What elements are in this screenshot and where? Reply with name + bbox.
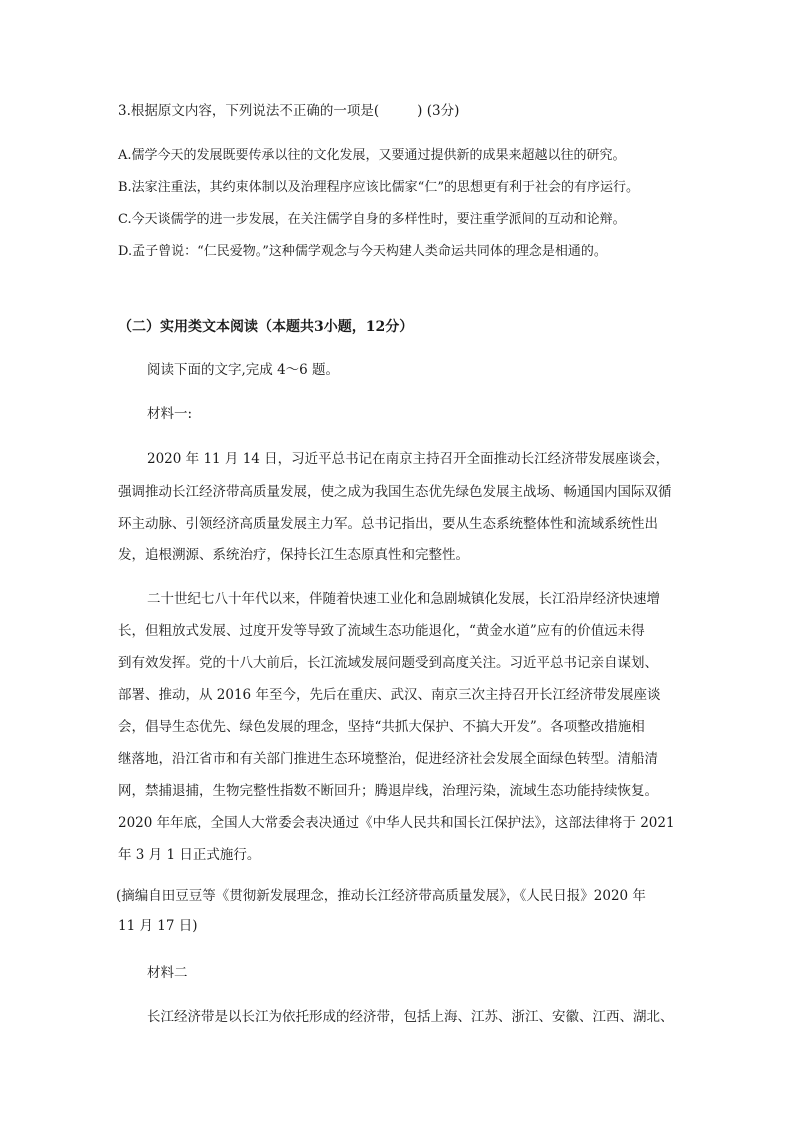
question-3-stem-text: 3.根据原文内容，下列说法不正确的一项是( — [118, 103, 380, 119]
source-citation: (摘编自田豆豆等《贯彻新发展理念，推动长江经济带高质量发展》，《人民日报》2020 年 — [116, 888, 646, 904]
paragraph-line: 环主动脉、引领经济高质量发展主力军。总书记指出，要从生态系统整体性和流域系统性出 — [118, 516, 658, 532]
option-b: B.法家注重法，其约束体制以及治理程序应该比儒家“仁”的思想更有利于社会的有序运行。 — [118, 180, 639, 195]
paragraph-line: 长，但粗放式发展、过度开发等导致了流域生态功能退化，“黄金水道”应有的价值远未得 — [118, 623, 645, 639]
paragraph-line: 到有效发挥。党的十八大前后，长江流域发展问题受到高度关注。习近平总书记亲自谋划、 — [118, 655, 658, 671]
paragraph-line: 年 3 月 1 日正式施行。 — [118, 847, 261, 863]
question-3-stem — [118, 101, 459, 121]
option-a: A.儒学今天的发展既要传承以往的文化发展，又要通过提供新的成果来超越以往的研究。 — [118, 148, 626, 163]
paragraph-line: 2020 年 11 月 14 日，习近平总书记在南京主持召开全面推动长江经济带发展座谈会， — [147, 451, 670, 467]
instruction-text: 阅读下面的文字,完成 4～6 题。 — [147, 362, 340, 378]
material-2-label: 材料二 — [147, 965, 188, 981]
material-1-label: 材料一: — [147, 406, 193, 422]
paragraph-line: 二十世纪七八十年代以来，伴随着快速工业化和急剧城镇化发展，长江沿岸经济快速增 — [147, 591, 660, 607]
paragraph-line: 会，倡导生态优先、绿色发展的理念，坚持“共抓大保护、不搞大开发”。各项整改措施相 — [118, 719, 645, 735]
question-3-score: ) (3分) — [417, 103, 460, 119]
section-heading: （二）实用类文本阅读（本题共3小题，12分） — [118, 319, 414, 335]
paragraph-line: 发，追根溯源、系统治疗，保持长江生态原真性和完整性。 — [118, 547, 469, 563]
paragraph-line: 网，禁捕退捕，生物完整性指数不断回升；腾退岸线，治理污染，流域生态功能持续恢复。 — [118, 783, 658, 799]
option-d: D.孟子曾说：“仁民爱物。”这种儒学观念与今天构建人类命运共同体的理念是相通的。 — [118, 244, 607, 259]
paragraph-line: 继落地，沿江省市和有关部门推进生态环境整治，促进经济社会发展全面绿色转型。清船清 — [118, 751, 658, 767]
option-c: C.今天谈儒学的进一步发展，在关注儒学自身的多样性时，要注重学派间的互动和论辩。 — [118, 212, 626, 227]
paragraph-line: 部署、推动，从 2016 年至今，先后在重庆、武汉、南京三次主持召开长江经济带发展座谈 — [118, 687, 661, 703]
paragraph-line: 2020 年年底，全国人大常委会表决通过《中华人民共和国长江保护法》，这部法律将于 2021 — [118, 815, 675, 831]
paragraph-line: 强调推动长江经济带高质量发展，使之成为我国生态优先绿色发展主战场、畅通国内国际双循 — [118, 484, 672, 500]
source-citation: 11 月 17 日) — [118, 918, 198, 934]
paragraph-line: 长江经济带是以长江为依托形成的经济带，包括上海、江苏、浙江、安徽、江西、湖北、 — [147, 1009, 674, 1025]
